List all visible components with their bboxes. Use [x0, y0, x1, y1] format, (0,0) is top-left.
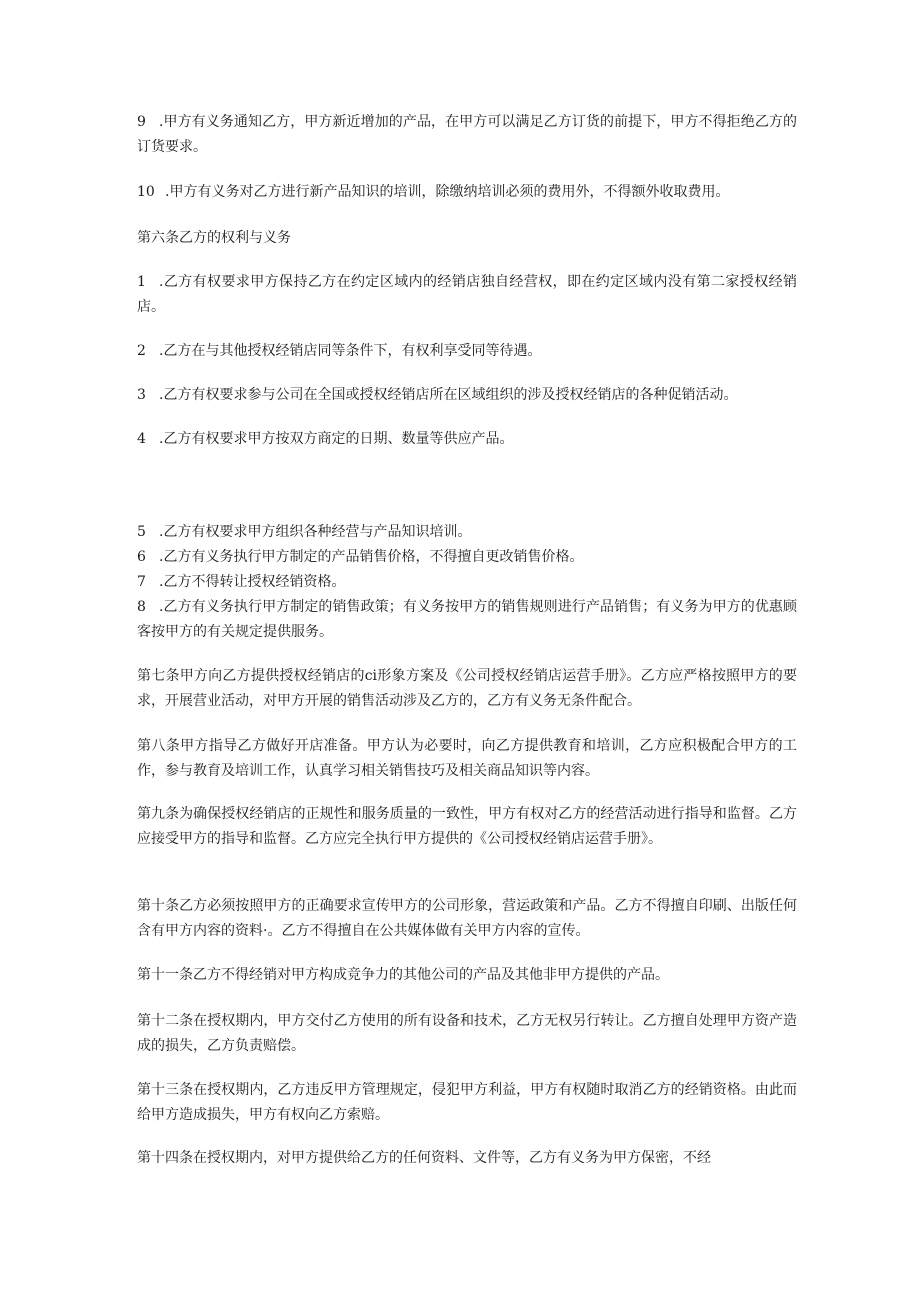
- clause-item-8: [137, 595, 797, 645]
- item-text: .乙方在与其他授权经销店同等条件下，有权利享受同等待遇。: [159, 343, 542, 359]
- item-text: .甲方有义务通知乙方，甲方新近增加的产品，在甲方可以满足乙方订货的前提下，甲方不得拒绝乙方的订货要求。: [137, 114, 797, 155]
- clause-item-2: [137, 339, 797, 364]
- paragraph-text: 第八条甲方指导乙方做好开店准备。甲方认为必要时，向乙方提供教育和培训，乙方应积极配合甲方的工作，参与教育及培训工作，认真学习相关销售技巧及相关商品知识等内容。: [137, 738, 797, 779]
- clause-item-5: [137, 520, 797, 545]
- paragraph-text: 第十条乙方必须按照甲方的正确要求宣传甲方的公司形象，营运政策和产品。乙方不得擅自印刷、出版任何含有甲方内容的资料·。乙方不得擅自在公共媒体做有关甲方内容的宣传。: [137, 898, 797, 939]
- heading-text: 第六条乙方的权利与义务: [137, 230, 291, 246]
- item-number: 10: [137, 184, 155, 200]
- item-number: 1: [137, 274, 146, 290]
- item-number: 5: [137, 524, 146, 540]
- item-number: 2: [137, 343, 146, 359]
- item-text: .乙方有权要求参与公司在全国或授权经销店所在区域组织的涉及授权经销店的各种促销活动。: [159, 387, 738, 403]
- article-14: [137, 1146, 797, 1171]
- item-text: .乙方有权要求甲方组织各种经营与产品知识培训。: [159, 524, 472, 540]
- article-12: [137, 1009, 797, 1059]
- paragraph-text: 第九条为确保授权经销店的正规性和服务质量的一致性，甲方有权对乙方的经营活动进行指导和监督。乙方应接受甲方的指导和监督。乙方应完全执行甲方提供的《公司授权经销店运营手册》。: [137, 806, 797, 847]
- item-number: 7: [137, 574, 146, 590]
- item-text: .甲方有义务对乙方进行新产品知识的培训，除缴纳培训必须的费用外，不得额外收取费用。: [165, 184, 730, 200]
- paragraph-text: 第十一条乙方不得经销对甲方构成竞争力的其他公司的产品及其他非甲方提供的产品。: [137, 967, 669, 983]
- item-number: 4: [137, 431, 146, 447]
- clause-item-1: [137, 270, 797, 320]
- item-number: 3: [137, 387, 146, 403]
- item-text: .乙方有权要求甲方按双方商定的日期、数量等供应产品。: [159, 431, 514, 447]
- section-heading-article-6: [137, 226, 797, 251]
- article-13: [137, 1078, 797, 1128]
- item-number: 9: [137, 114, 146, 130]
- clause-item-6: [137, 545, 797, 570]
- item-text: .乙方有义务执行甲方制定的销售政策；有义务按甲方的销售规则进行产品销售；有义务为甲方的优惠顾客按甲方的有关规定提供服务。: [137, 599, 797, 640]
- clause-item-7: [137, 570, 797, 595]
- paragraph-text: 第十四条在授权期内，对甲方提供给乙方的任何资料、文件等，乙方有义务为甲方保密，不经: [137, 1150, 711, 1166]
- clause-item-3: [137, 383, 797, 408]
- article-11: [137, 963, 797, 988]
- paragraph-text: 第十三条在授权期内，乙方违反甲方管理规定，侵犯甲方利益，甲方有权随时取消乙方的经销资格。由此而给甲方造成损失，甲方有权向乙方索赔。: [137, 1082, 797, 1123]
- item-text: .乙方不得转让授权经销资格。: [159, 574, 346, 590]
- item-text: .乙方有权要求甲方保持乙方在约定区域内的经销店独自经营权，即在约定区域内没有第二家授权经销店。: [137, 274, 797, 315]
- clause-item-10: [137, 180, 797, 205]
- article-10: [137, 894, 797, 944]
- article-9: [137, 802, 797, 852]
- article-7: [137, 664, 797, 714]
- paragraph-text: 第七条甲方向乙方提供授权经销店的ci形象方案及《公司授权经销店运营手册》。乙方应严格按照甲方的要求，开展营业活动，对甲方开展的销售活动涉及乙方的，乙方有义务无条件配合。: [137, 668, 797, 709]
- clause-item-9: [137, 110, 797, 160]
- item-text: .乙方有义务执行甲方制定的产品销售价格，不得擅自更改销售价格。: [159, 549, 584, 565]
- item-number: 6: [137, 549, 146, 565]
- paragraph-text: 第十二条在授权期内，甲方交付乙方使用的所有设备和技术，乙方无权另行转让。乙方擅自处理甲方资产造成的损失，乙方负责赔偿。: [137, 1013, 797, 1054]
- article-8: [137, 734, 797, 784]
- clause-item-4: [137, 427, 797, 452]
- item-number: 8: [137, 599, 146, 615]
